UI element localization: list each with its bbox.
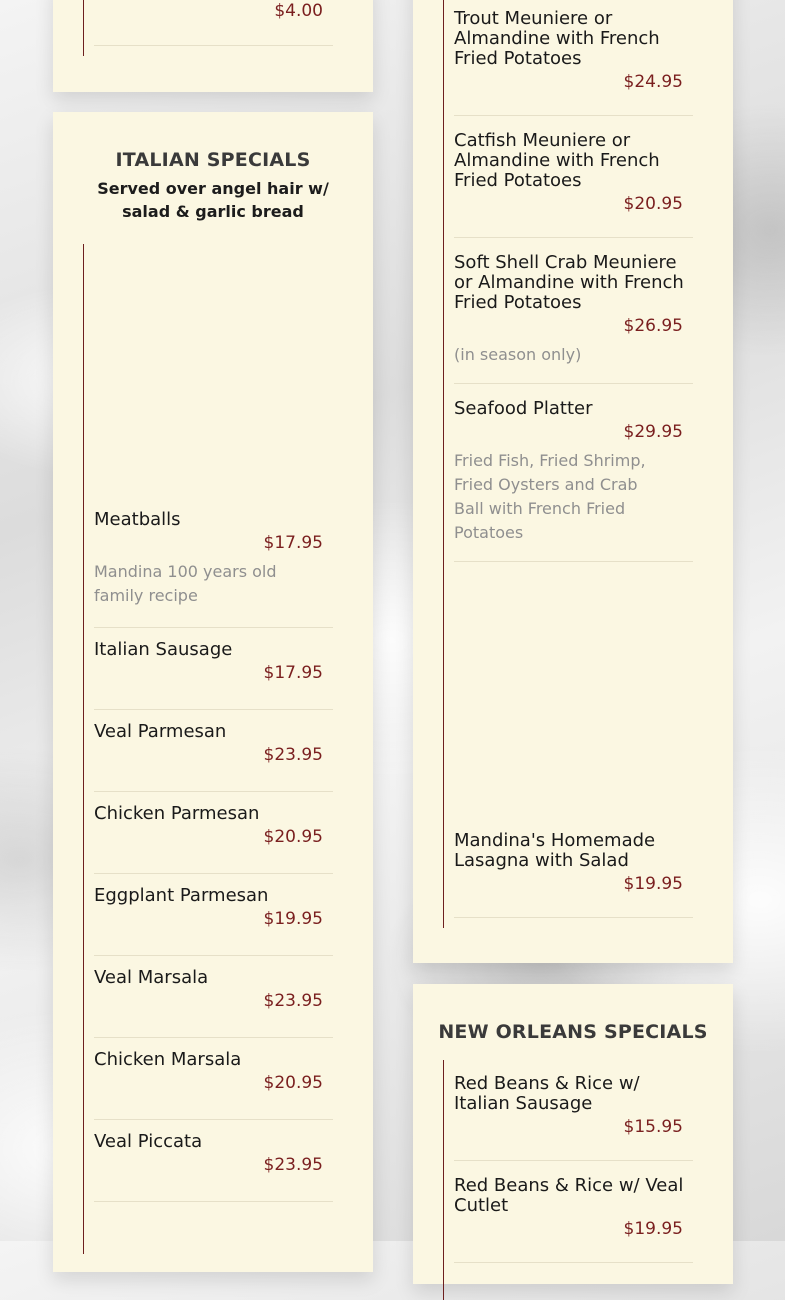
menu-item-price: $24.95 xyxy=(623,72,683,92)
menu-item-name: Mandina's Homemade Lasagna with Salad xyxy=(454,830,656,871)
menu-item xyxy=(454,253,693,384)
menu-item xyxy=(454,399,693,562)
menu-item-name: Veal Piccata xyxy=(94,1131,203,1152)
menu-item-name: Chicken Parmesan xyxy=(94,803,260,824)
menu-item-name: Italian Sausage xyxy=(94,639,233,660)
menu-item xyxy=(454,131,693,238)
menu-item xyxy=(454,831,693,918)
menu-item-description: (in season only) xyxy=(454,345,582,364)
menu-item-price: $15.95 xyxy=(623,1117,683,1137)
menu-card-top-left xyxy=(53,0,373,92)
menu-item xyxy=(94,1132,333,1202)
menu-item-name: Eggplant Parmesan xyxy=(94,885,269,906)
menu-item-price: $17.95 xyxy=(263,533,323,553)
menu-item-name: Red Beans & Rice w/ Veal Cutlet xyxy=(454,1175,684,1216)
menu-item-price: $19.95 xyxy=(263,909,323,929)
menu-item-price: $19.95 xyxy=(623,874,683,894)
menu-item xyxy=(454,1074,693,1161)
menu-item-name: Catfish Meuniere or Almandine with French Fried Potatoes xyxy=(454,130,660,191)
section-subtitle: Served over angel hair w/ salad & garlic bread xyxy=(97,179,329,221)
menu-item-price: $23.95 xyxy=(263,745,323,765)
menu-item xyxy=(94,640,333,710)
menu-items-list xyxy=(83,0,334,56)
menu-item-price: $23.95 xyxy=(263,991,323,1011)
menu-item-name: Seafood Platter xyxy=(454,398,593,419)
section-title: NEW ORLEANS SPECIALS xyxy=(438,1021,708,1043)
section-title: ITALIAN SPECIALS xyxy=(115,149,311,171)
menu-item-price: $17.95 xyxy=(263,663,323,683)
menu-item-name: Trout Meuniere or Almandine with French Fried Potatoes xyxy=(454,8,660,69)
menu-items-list xyxy=(443,1060,694,1300)
menu-item-name: Veal Marsala xyxy=(94,967,209,988)
menu-item xyxy=(94,722,333,792)
menu-card-italian-specials xyxy=(53,112,373,1272)
menu-item-name: Meatballs xyxy=(94,509,181,530)
menu-item xyxy=(94,0,333,46)
menu-item xyxy=(94,1050,333,1120)
menu-item xyxy=(454,1176,693,1263)
menu-items-list xyxy=(83,244,334,1254)
menu-item-description: Fried Fish, Fried Shrimp, Fried Oysters and Crab Ball with French Fried Potatoes xyxy=(454,451,646,542)
menu-item-price: $26.95 xyxy=(623,316,683,336)
menu-item-name: Soft Shell Crab Meuniere or Almandine with French Fried Potatoes xyxy=(454,252,684,313)
menu-card-new-orleans-specials xyxy=(413,984,733,1284)
menu-item-price: $4.00 xyxy=(274,1,323,21)
menu-item-description: Mandina 100 years old family recipe xyxy=(94,562,277,605)
menu-item xyxy=(94,510,333,628)
menu-item-price: $20.95 xyxy=(263,1073,323,1093)
menu-item xyxy=(94,968,333,1038)
menu-item-price: $20.95 xyxy=(263,827,323,847)
menu-item-name: Chicken Marsala xyxy=(94,1049,242,1070)
menu-item-name: Red Beans & Rice w/ Italian Sausage xyxy=(454,1073,640,1114)
menu-item xyxy=(454,9,693,116)
menu-items-list xyxy=(443,0,694,928)
menu-card-seafood xyxy=(413,0,733,963)
menu-item xyxy=(94,804,333,874)
menu-item-name: Veal Parmesan xyxy=(94,721,227,742)
menu-item-price: $20.95 xyxy=(623,194,683,214)
menu-item-price: $23.95 xyxy=(263,1155,323,1175)
menu-item-price: $29.95 xyxy=(623,422,683,442)
menu-item xyxy=(94,886,333,956)
menu-item-price: $19.95 xyxy=(623,1219,683,1239)
